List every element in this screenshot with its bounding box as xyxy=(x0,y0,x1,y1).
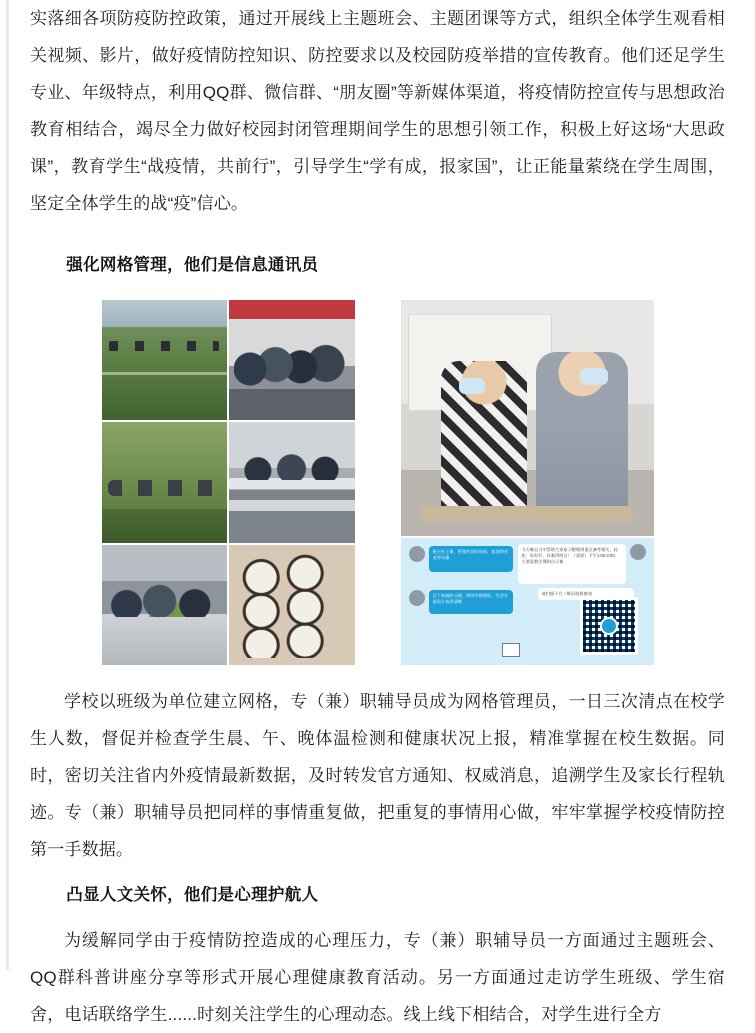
chat-bubble: 班主任上课，管理作息时间表，加油利亚老师头像 xyxy=(429,546,513,572)
chat-bubble: 记下来做的分便，明明学情绪好，生活开展同分布得清晰 xyxy=(429,590,513,614)
photo-meeting-hall xyxy=(229,300,355,420)
paragraph-grid-management: 学校以班级为单位建立网格，专（兼）职辅导员成为网格管理员，一日三次清点在校学生人数，督促并检查学生晨、午、晚体温检测和健康状况上报，精准掌握在校生数据。同时，密切关注省内外疫情最新数据，及时转发官方通知、权威消息，追溯学生及家长行程轨迹。专（兼）职辅导员把同样的事情重复做，把重复的事情用心做，牢牢掌握学校疫情防控第一手数据。 xyxy=(30,692,725,859)
photo-cakes xyxy=(229,545,355,665)
avatar xyxy=(409,590,425,606)
photo-soccer-field xyxy=(102,300,228,420)
desk xyxy=(421,506,634,522)
face-mask-icon xyxy=(459,378,485,394)
paragraph-intro: 实落细各项防疫防控政策，通过开展线上主题班会、主题团课等方式，组织全体学生观看相关视频、影片，做好疫情防控知识、防控要求以及校园防疫举措的宣传教育。他们还足学生专业、年级特点，利用QQ群、微信群、“朋友圈”等新媒体渠道，将疫情防控宣传与思想政治教育相结合，竭尽全力做好校园封闭管理期间学生的思想引领工作，积极上好这场“大思政课”，教育学生“战疫情，共前行”，引导学生“学有成，报家国”，让正能量萦绕在学生周围，坚定全体学生的战“疫”信心。 xyxy=(30,9,725,213)
photo-right-column xyxy=(401,300,654,665)
spacer xyxy=(30,222,725,248)
spacer xyxy=(30,868,725,878)
chat-bubble: 请扫描下方二维码加群参加 xyxy=(538,588,634,600)
avatar xyxy=(630,544,646,560)
paragraph-humanistic-care: 为缓解同学由于疫情防控造成的心理压力，专（兼）职辅导员一方面通过主题班会、QQ群科普讲座分享等形式开展心理健康教育活动。另一方面通过走访学生班级、学生宿舍，电话联络学生......时刻关注学生的心理动态。线上线下相结合，对学生进行全方 xyxy=(30,931,725,1024)
photo-pushups xyxy=(102,422,228,542)
avatar xyxy=(409,546,425,562)
photo-collage xyxy=(102,300,355,665)
spacer xyxy=(30,665,725,683)
spacer xyxy=(30,912,725,922)
section-heading-humanistic-care: 凸显人文关怀，他们是心理护航人 xyxy=(66,886,319,904)
photo-interview xyxy=(401,300,654,536)
chat-input-box-icon xyxy=(502,643,520,657)
qr-code-icon xyxy=(580,597,638,655)
image-row xyxy=(30,300,725,665)
page-left-rule xyxy=(6,0,9,970)
chat-bubble: 今天晚自习中帮助大家复习整理到重点备考相关，轻松：好好好，好难得明白！（需要）下午1:00-3:00，主要是数学课和自习课 xyxy=(518,544,626,584)
photo-tables xyxy=(229,422,355,542)
photo-kitchen xyxy=(102,545,228,665)
face-mask-icon xyxy=(580,368,608,385)
screenshot-qq-chat xyxy=(401,538,654,665)
section-heading-grid-management: 强化网格管理，他们是信息通讯员 xyxy=(66,256,319,274)
